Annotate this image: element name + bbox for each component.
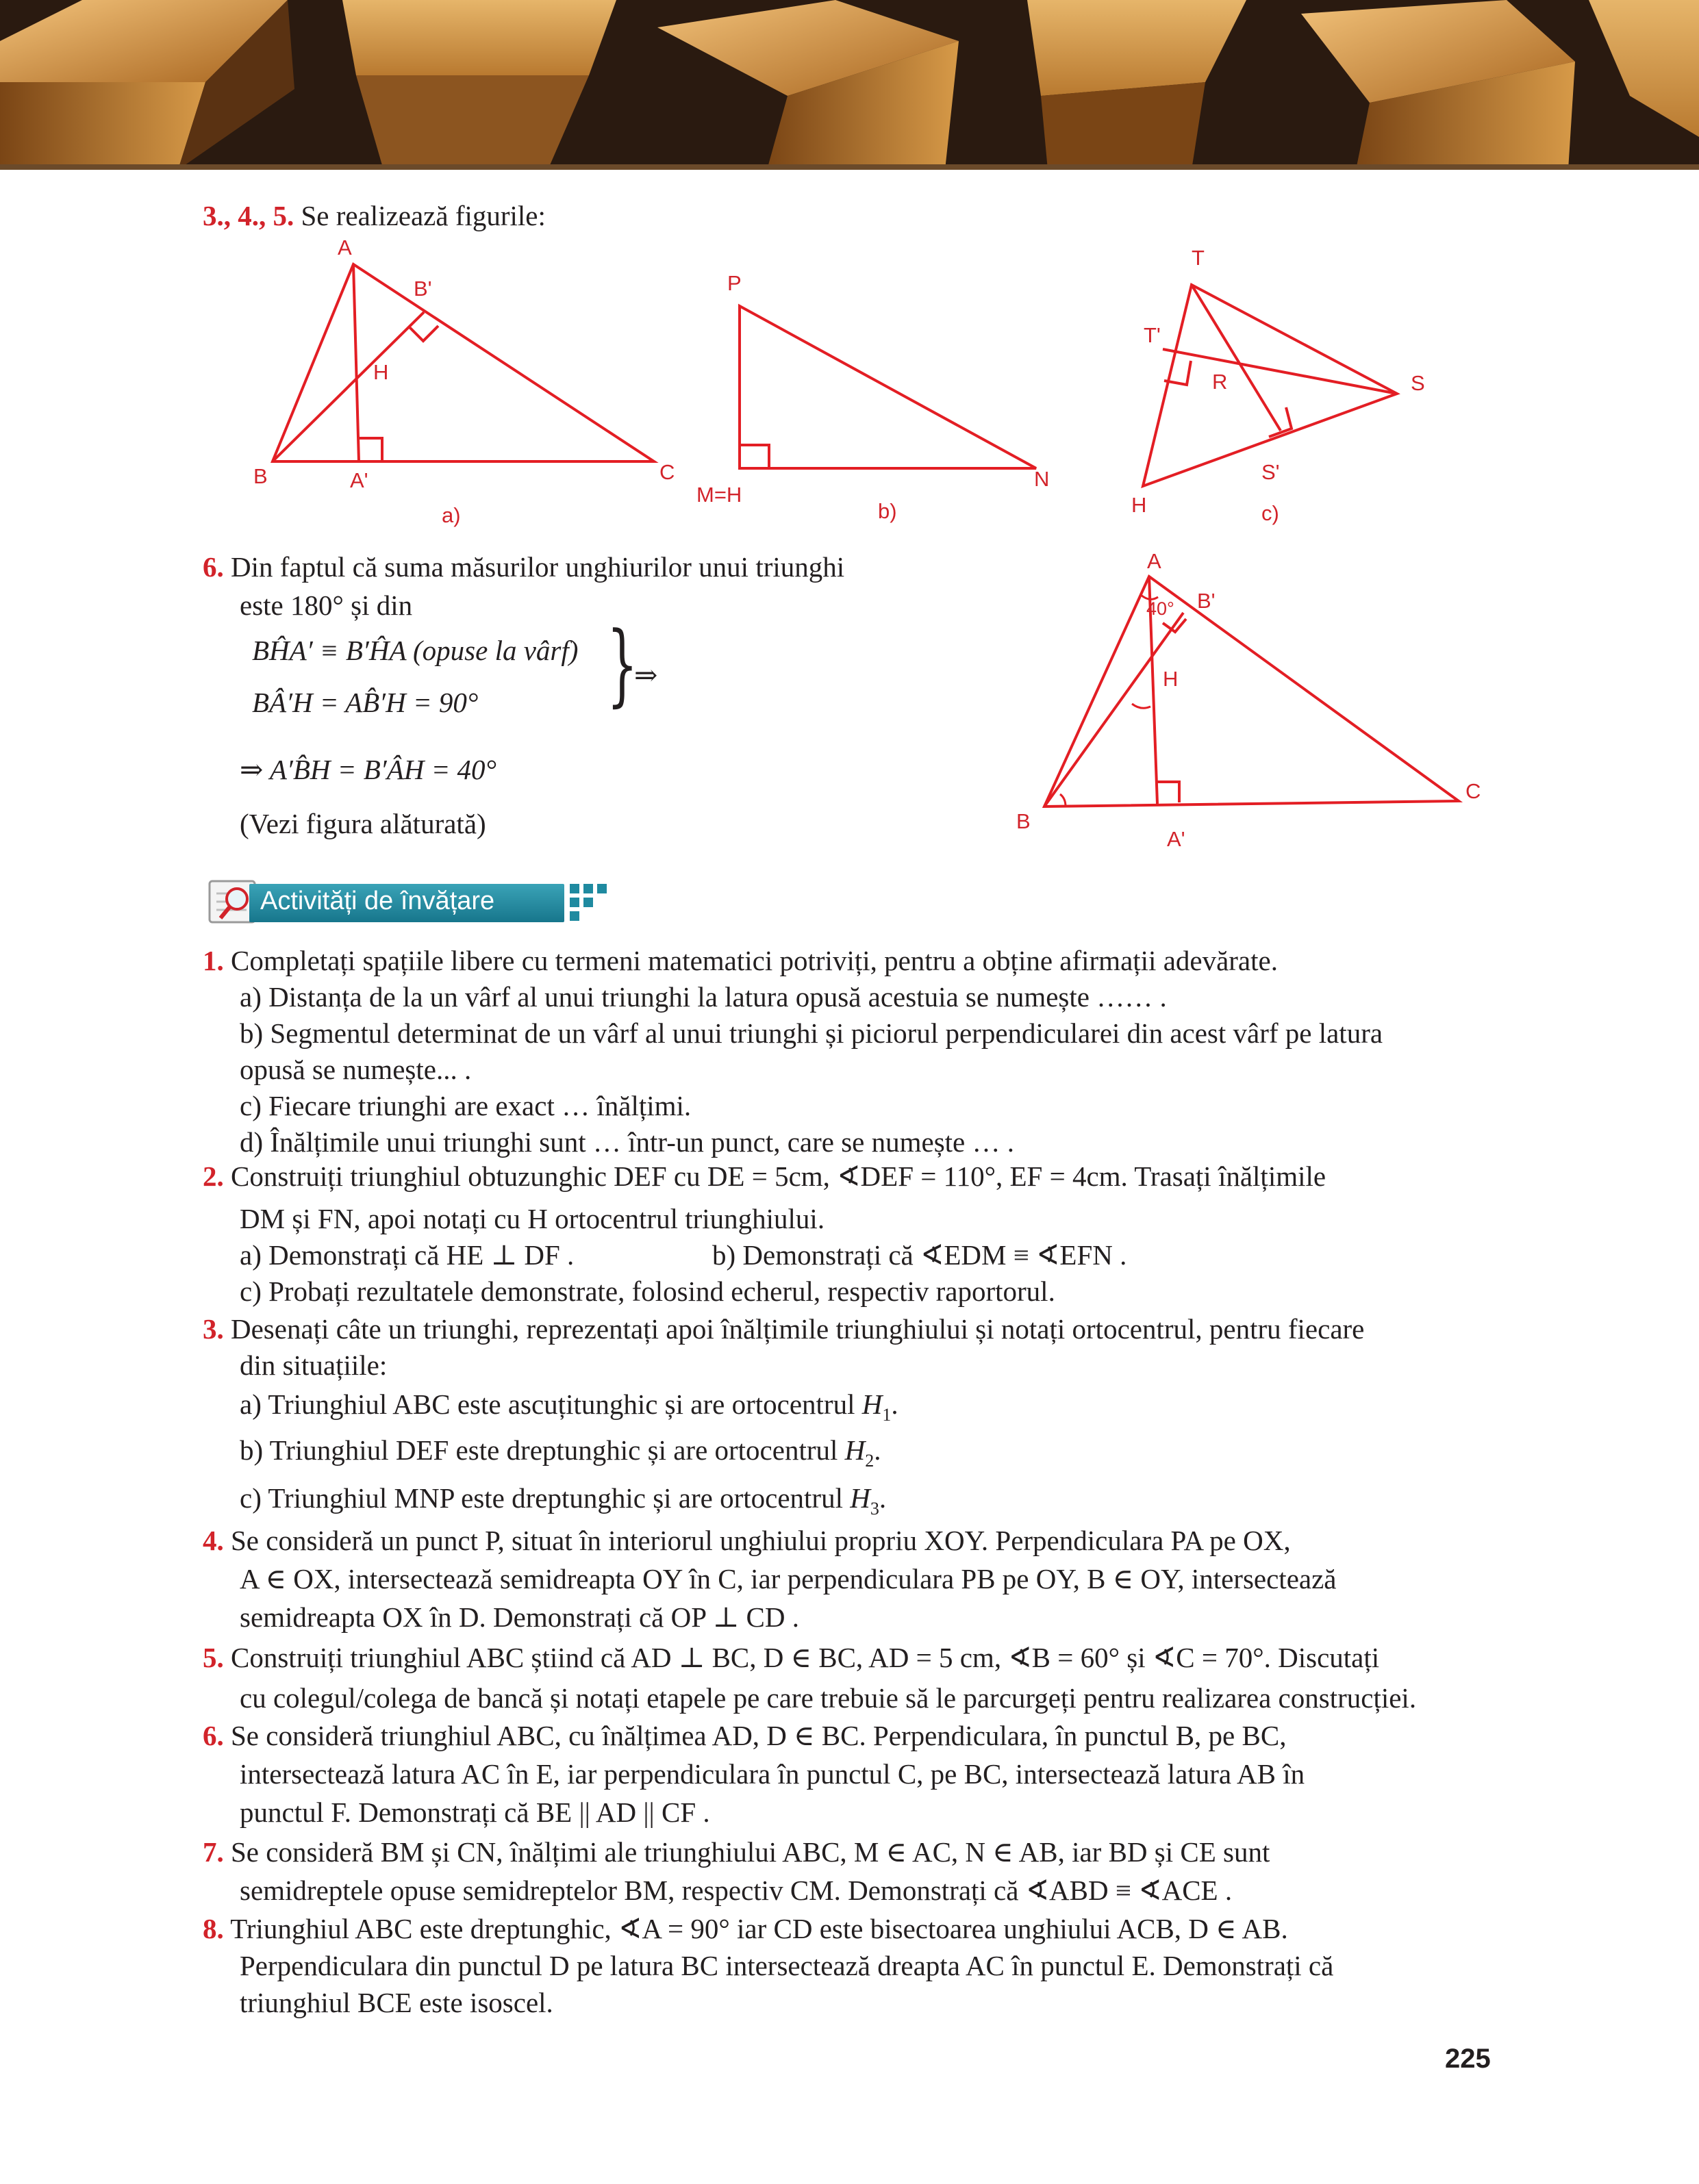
exercise-8: [203, 1909, 1288, 1948]
exercise-2-number: 2.: [203, 1160, 224, 1192]
figure-6: [1007, 548, 1500, 863]
figure-a: [243, 233, 695, 534]
figure-a-right-angle-b: [409, 326, 438, 341]
figure-a-triangle: [273, 264, 654, 461]
figure-a-right-angle-a: [359, 438, 382, 461]
figure-a-label-c: C: [659, 460, 675, 484]
answer6-line1-text: Din faptul că suma măsurilor unghiurilor unui triunghi: [231, 551, 845, 583]
exercise-2-line1: Construiți triunghiul obtuzunghic DEF cu DE = 5cm, ∢DEF = 110°, EF = 4cm. Trasați înălțimile: [231, 1160, 1326, 1192]
exercise-1-c: c) Fiecare triunghi are exact … înălțimi.: [240, 1090, 692, 1121]
exercise-3-a-symbol: H: [861, 1388, 883, 1420]
exercise-3-a-subscript: 1: [882, 1405, 892, 1425]
figure-c-right-angle-t: [1164, 361, 1191, 385]
activity-header-label: Activități de învățare: [260, 887, 495, 915]
exercise-1-a: a) Distanța de la un vârf al unui triunghi la latura opusă acestuia se numește …… .: [240, 981, 1167, 1013]
exercise-4-line2: A ∈ OX, intersectează semidreapta OY în C, iar perpendiculara PB pe OY, B ∈ OY, intersectează: [240, 1563, 1337, 1595]
exercise-1-b2: opusă se numește... .: [240, 1054, 472, 1085]
exercise-3-c-subscript: 3: [870, 1499, 879, 1519]
answer6-note: (Vezi figura alăturată): [240, 808, 486, 839]
answers-header-text: Se realizează figurile:: [301, 200, 546, 231]
exercise-3-b-text: b) Triunghiul DEF este dreptunghic și are ortocentrul: [240, 1434, 838, 1466]
figure-c-label-s: S: [1411, 371, 1425, 395]
exercise-1-text: Completați spațiile libere cu termeni matematici potriviți, pentru a obține afirmații adevărate.: [231, 945, 1278, 976]
figure-6-label-a: A: [1147, 549, 1161, 573]
exercise-4: [203, 1521, 1291, 1560]
answer6-eq3: ⇒ A′B̂H = B′ÂH = 40°: [240, 754, 496, 785]
figure-b: [688, 267, 1072, 534]
page-number: 225: [1445, 2044, 1491, 2074]
exercise-3-c-text: c) Triunghiul MNP este dreptunghic și are ortocentrul: [240, 1482, 843, 1514]
figure-b-caption: b): [878, 499, 897, 523]
figure-a-altitude-aa: [353, 264, 359, 461]
exercise-6-line1: Se consideră triunghiul ABC, cu înălțimea AD, D ∈ BC. Perpendiculara, în punctul B, pe BC,: [231, 1720, 1287, 1751]
figure-6-angle-b-arc: [1060, 794, 1066, 807]
exercise-6-line2: intersectează latura AC în E, iar perpendiculara în punctul C, pe BC, intersectează latura AB în: [240, 1758, 1305, 1790]
figure-6-label-c: C: [1465, 779, 1481, 803]
figure-c-label-h: H: [1131, 493, 1147, 517]
magnifier-notebook-icon: [210, 881, 255, 922]
exercise-8-number: 8.: [203, 1913, 224, 1944]
figure-c-altitude-ss: [1163, 349, 1397, 394]
figure-6-label-h: H: [1163, 667, 1179, 691]
exercise-3-a: a) Triunghiul ABC este ascuțitunghic și are ortocentrul $H_1$.: [240, 1388, 898, 1425]
figure-6-right-angle-a: [1157, 782, 1179, 802]
exercise-3-b-symbol: H: [844, 1434, 866, 1466]
exercise-8-line1: Triunghiul ABC este dreptunghic, ∢A = 90° iar CD este bisectoarea unghiului ACB, D ∈ AB.: [230, 1913, 1288, 1944]
figure-c-label-t-prime: T': [1144, 323, 1161, 347]
grid-squares-decoration: [570, 884, 607, 921]
figure-6-altitude-bb: [1044, 613, 1183, 807]
answers-header: [203, 196, 546, 235]
figure-a-caption: a): [442, 503, 461, 527]
figure-a-label-b-prime: B': [414, 277, 432, 301]
exercise-3-line1: Desenați câte un triunghi, reprezentați apoi înălțimile triunghiului și notați ortocentrul, pentru fiecare: [231, 1313, 1365, 1345]
exercise-7-line2: semidreptele opuse semidreptelor BM, respectiv CM. Demonstrați că ∢ABD ≡ ∢ACE .: [240, 1875, 1233, 1906]
exercise-1-d: d) Înălțimile unui triunghi sunt … într-un punct, care se numește … .: [240, 1126, 1015, 1158]
exercise-3-b: b) Triunghiul DEF este dreptunghic și are ortocentrul $H_2$.: [240, 1434, 881, 1471]
exercise-2-b: b) Demonstrați că ∢EDM ≡ ∢EFN .: [712, 1239, 1127, 1271]
figure-b-triangle: [740, 306, 1036, 468]
figure-a-label-h: H: [373, 360, 389, 384]
exercise-3-c: c) Triunghiul MNP este dreptunghic și are ortocentrul $H_3$.: [240, 1482, 887, 1519]
exercise-3-c-symbol: H: [850, 1482, 870, 1514]
exercise-7-number: 7.: [203, 1836, 224, 1868]
exercise-2-a: a) Demonstrați că HE ⊥ DF .: [240, 1239, 575, 1271]
figure-c-label-r: R: [1212, 370, 1228, 394]
figure-a-label-a-prime: A': [350, 468, 368, 492]
exercise-3-a-text: a) Triunghiul ABC este ascuțitunghic și are ortocentrul: [240, 1388, 855, 1420]
figure-a-label-a: A: [338, 236, 352, 259]
figure-6-label-a-prime: A': [1167, 827, 1185, 851]
figure-b-label-n: N: [1034, 467, 1050, 491]
figure-c-label-t: T: [1192, 246, 1205, 270]
figure-b-label-m-h: M=H: [696, 483, 742, 507]
exercise-8-line2: Perpendiculara din punctul D pe latura BC intersectează dreapta AC în punctul E. Demonstrați că: [240, 1950, 1334, 1981]
figure-6-label-b: B: [1016, 809, 1031, 833]
exercise-1-number: 1.: [203, 945, 224, 976]
exercise-6-line3: punctul F. Demonstrați că BE || AD || CF .: [240, 1796, 710, 1828]
activity-header: [207, 878, 613, 926]
figure-6-triangle: [1044, 576, 1459, 807]
exercise-5-line2: cu colegul/colega de bancă și notați etapele pe care trebuie să le parcurgeți pentru realizarea construcției.: [240, 1682, 1417, 1714]
figure-6-label-40: 40°: [1146, 598, 1174, 619]
exercise-2: [203, 1157, 1326, 1195]
answer6-brace: }: [607, 612, 638, 716]
figure-b-right-angle: [740, 445, 769, 468]
exercise-7: [203, 1833, 1270, 1871]
exercise-1: [203, 941, 1278, 980]
exercise-4-number: 4.: [203, 1525, 224, 1556]
answer6-line1: [203, 548, 844, 586]
exercise-2-line2: DM și FN, apoi notați cu H ortocentrul triunghiului.: [240, 1203, 825, 1234]
exercise-3-number: 3.: [203, 1313, 224, 1345]
answer6-line2: este 180° și din: [240, 589, 413, 621]
exercise-4-line3: semidreapta OX în D. Demonstrați că OP ⊥ CD .: [240, 1601, 800, 1633]
exercise-5: [203, 1638, 1379, 1677]
figure-a-label-b: B: [253, 464, 268, 488]
answer6-eq2: BÂ′H = AB̂′H = 90°: [252, 687, 479, 718]
exercise-1-b1: b) Segmentul determinat de un vârf al unui triunghi și piciorul perpendicularei din acest vârf pe latura: [240, 1017, 1383, 1049]
exercise-5-line1: Construiți triunghiul ABC știind că AD ⊥ BC, D ∈ BC, AD = 5 cm, ∢B = 60° și ∢C = 70°. Discutați: [231, 1642, 1380, 1673]
figure-c-caption: c): [1261, 501, 1279, 525]
figure-c-label-s-prime: S': [1261, 460, 1280, 484]
exercise-6-number: 6.: [203, 1720, 224, 1751]
figure-6-angle-h-arc: [1132, 704, 1150, 708]
figure-6-label-b-prime: B': [1197, 589, 1216, 613]
figure-c: [1123, 240, 1452, 534]
answers-header-number: 3., 4., 5.: [203, 200, 294, 231]
figure-b-label-p: P: [727, 271, 742, 295]
answer6-implies: ⇒: [634, 659, 658, 691]
exercise-5-number: 5.: [203, 1642, 224, 1673]
exercise-3-line2: din situațiile:: [240, 1349, 388, 1381]
exercise-6: [203, 1716, 1286, 1755]
exercise-8-line3: triunghiul BCE este isoscel.: [240, 1987, 553, 2018]
exercise-2-c: c) Probați rezultatele demonstrate, folosind echerul, respectiv raportorul.: [240, 1275, 1055, 1307]
figure-a-altitude-bb: [273, 312, 424, 461]
exercise-3-b-subscript: 2: [865, 1451, 874, 1471]
answer6-number: 6.: [203, 551, 224, 583]
exercise-4-line1: Se consideră un punct P, situat în interiorul unghiului propriu XOY. Perpendiculara PA pe OX,: [231, 1525, 1291, 1556]
answer6-eq1: BĤA′ ≡ B′ĤA (opuse la vârf): [252, 635, 579, 666]
exercise-3: [203, 1310, 1364, 1348]
exercise-7-line1: Se consideră BM și CN, înălțimi ale triunghiului ABC, M ∈ AC, N ∈ AB, iar BD și CE sunt: [231, 1836, 1270, 1868]
